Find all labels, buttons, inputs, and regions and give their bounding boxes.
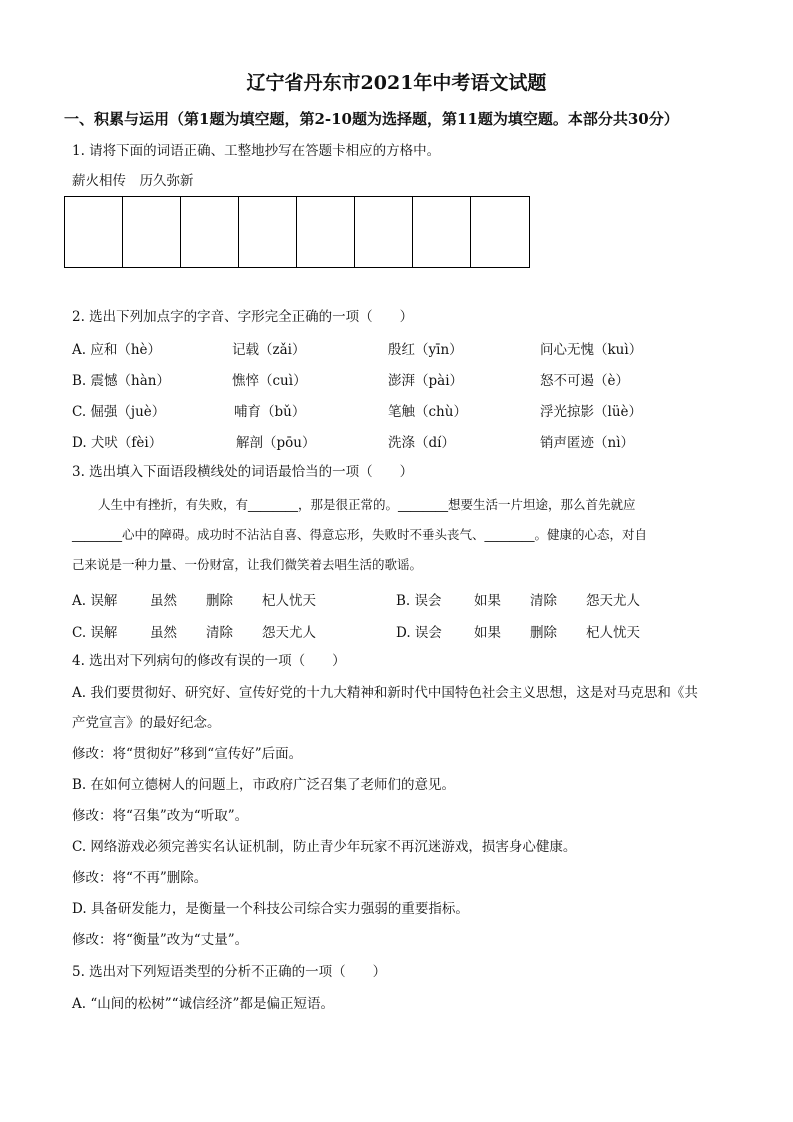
option-a-1: A. 误解 — [72, 593, 118, 609]
option-d-3: 洗涤（dí） — [388, 435, 455, 451]
option-b-2: 憔悴（cuì） — [232, 373, 307, 389]
option-b-1: B. 震憾（hàn） — [72, 373, 170, 389]
question-1-stem: 1. 请将下面的词语正确、工整地抄写在答题卡相应的方格中。 — [72, 143, 441, 159]
option-b-4: 怒不可遏（è） — [540, 373, 629, 389]
option-b-1: B. 误会 — [396, 593, 442, 609]
q4-option-d: D. 具备研发能力，是衡量一个科技公司综合实力强弱的重要指标。 — [72, 901, 469, 917]
answer-cell[interactable] — [239, 197, 297, 267]
option-a-3: 删除 — [206, 593, 233, 609]
question-4-stem: 4. 选出对下列病句的修改有误的一项（ ） — [72, 653, 346, 669]
q4-option-c: C. 网络游戏必须完善实名认证机制，防止青少年玩家不再沉迷游戏，损害身心健康。 — [72, 839, 577, 855]
answer-cell[interactable] — [181, 197, 239, 267]
option-b-3: 清除 — [530, 593, 557, 609]
option-c-1: C. 倔强（juè） — [72, 404, 166, 420]
page-title: 辽宁省丹东市2021年中考语文试题 — [246, 72, 547, 94]
option-c-4: 浮光掠影（lüè） — [540, 404, 643, 420]
option-a-4: 杞人忧天 — [262, 593, 316, 609]
option-d-1: D. 犬吠（fèi） — [72, 435, 163, 451]
option-c-3: 笔触（chù） — [388, 404, 467, 420]
q4-option-b: B. 在如何立德树人的问题上，市政府广泛召集了老师们的意见。 — [72, 777, 456, 793]
q4-option-a-line-2: 产党宣言》的最好纪念。 — [72, 715, 221, 731]
q4-option-c-fix: 修改：将“不再”删除。 — [72, 870, 208, 886]
question-1-words: 薪火相传 历久弥新 — [72, 173, 194, 189]
passage-line-3: 己来说是一种力量、一份财富，让我们微笑着去唱生活的歌谣。 — [72, 557, 423, 572]
answer-cell[interactable] — [123, 197, 181, 267]
option-a-2: 虽然 — [150, 593, 177, 609]
question-2-stem: 2. 选出下列加点字的字音、字形完全正确的一项（ ） — [72, 309, 414, 325]
q5-option-a: A. “山间的松树”“诚信经济”都是偏正短语。 — [72, 996, 334, 1012]
q4-option-a-fix: 修改：将“贯彻好”移到“宣传好”后面。 — [72, 746, 303, 762]
answer-cell[interactable] — [355, 197, 413, 267]
option-d-2: 解剖（pōu） — [236, 435, 316, 451]
option-d-1: D. 误会 — [396, 625, 442, 641]
answer-cell[interactable] — [297, 197, 355, 267]
passage-line-2: ________心中的障碍。成功时不沾沾自喜、得意忘形，失败时不垂头丧气、________。健康的心态，对自 — [72, 527, 648, 542]
answer-grid — [64, 196, 530, 268]
question-5-stem: 5. 选出对下列短语类型的分析不正确的一项（ ） — [72, 964, 387, 980]
answer-cell[interactable] — [413, 197, 471, 267]
option-d-4: 杞人忧天 — [586, 625, 640, 641]
option-c-2: 虽然 — [150, 625, 177, 641]
option-d-3: 删除 — [530, 625, 557, 641]
answer-cell[interactable] — [471, 197, 529, 267]
option-a-1: A. 应和（hè） — [72, 342, 162, 358]
option-c-4: 怨天尤人 — [262, 625, 316, 641]
question-3-stem: 3. 选出填入下面语段横线处的词语最恰当的一项（ ） — [72, 464, 414, 480]
option-a-3: 殷红（yīn） — [388, 342, 463, 358]
q4-option-d-fix: 修改：将“衡量”改为“丈量”。 — [72, 932, 249, 948]
option-a-4: 问心无愧（kuì） — [540, 342, 643, 358]
option-d-2: 如果 — [474, 625, 501, 641]
option-c-1: C. 误解 — [72, 625, 118, 641]
option-c-2: 哺育（bǔ） — [234, 404, 306, 420]
option-d-4: 销声匿迹（nì） — [540, 435, 635, 451]
answer-cell[interactable] — [65, 197, 123, 267]
option-a-2: 记载（zǎi） — [232, 342, 306, 358]
option-b-4: 怨天尤人 — [586, 593, 640, 609]
option-b-3: 澎湃（pài） — [388, 373, 464, 389]
q4-option-a-line-1: A. 我们要贯彻好、研究好、宣传好党的十九大精神和新时代中国特色社会主义思想，这是对马克思和《共 — [72, 685, 698, 701]
section-heading: 一、积累与运用（第1题为填空题，第2-10题为选择题，第11题为填空题。本部分共30分） — [64, 110, 679, 128]
q4-option-b-fix: 修改：将“召集”改为“听取”。 — [72, 808, 249, 824]
option-c-3: 清除 — [206, 625, 233, 641]
passage-line-1: 人生中有挫折，有失败，有________，那是很正常的。________想要生活一片坦途，那么首先就应 — [98, 497, 636, 512]
option-b-2: 如果 — [474, 593, 501, 609]
